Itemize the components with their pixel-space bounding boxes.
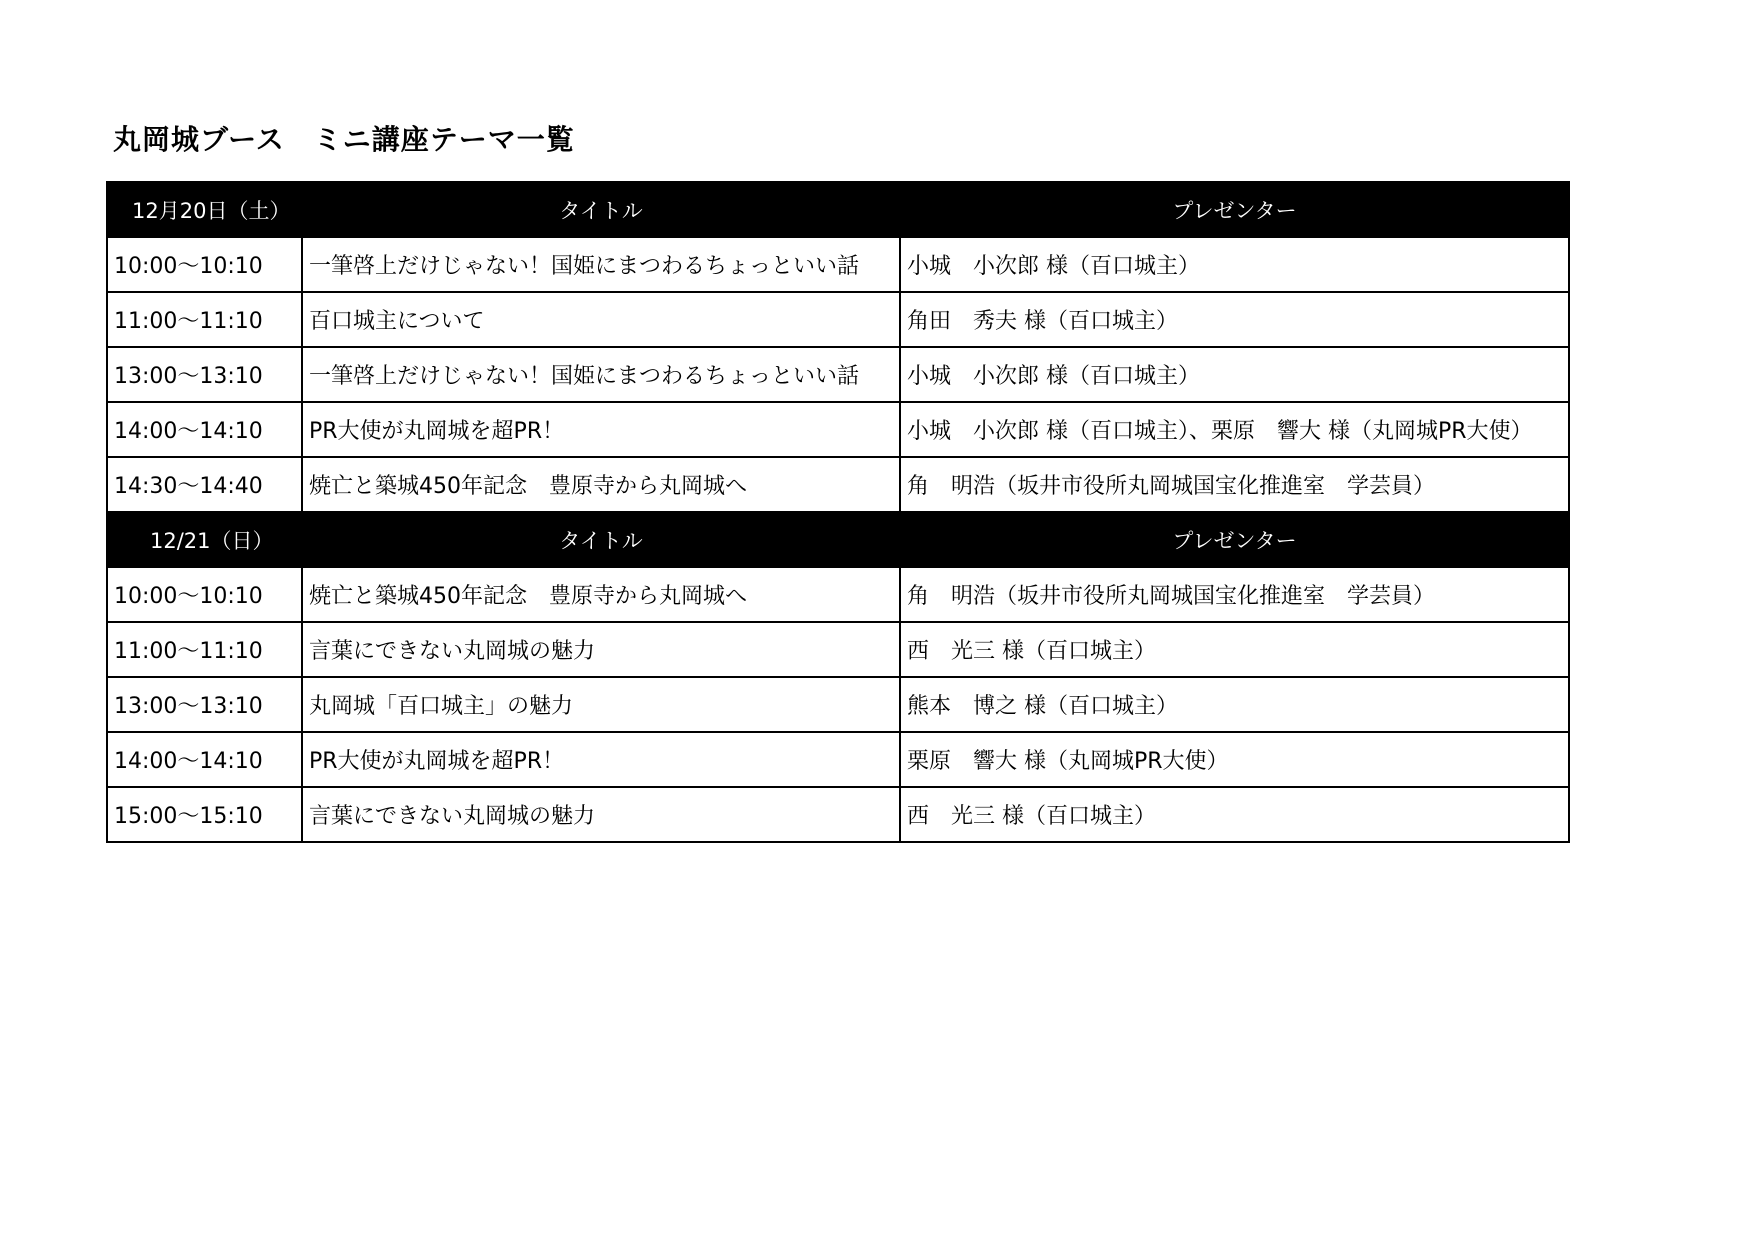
session-time: 10:00〜10:10 [107, 237, 302, 292]
session-presenter: 角田 秀夫 様（百口城主） [900, 292, 1569, 347]
session-row [107, 292, 1569, 347]
session-title: 一筆啓上だけじゃない！国姫にまつわるちょっといい話 [302, 237, 900, 292]
day-header-row [107, 512, 1569, 567]
session-time: 14:00〜14:10 [107, 732, 302, 787]
session-row [107, 237, 1569, 292]
session-time: 13:00〜13:10 [107, 677, 302, 732]
session-presenter: 西 光三 様（百口城主） [900, 622, 1569, 677]
title-column-header: タイトル [302, 182, 900, 237]
day-date-header: 12/21（日） [107, 512, 302, 567]
schedule-table [106, 181, 1570, 843]
session-title: 言葉にできない丸岡城の魅力 [302, 787, 900, 842]
session-presenter: 角 明浩（坂井市役所丸岡城国宝化推進室 学芸員） [900, 457, 1569, 512]
session-presenter: 小城 小次郎 様（百口城主）、栗原 響大 様（丸岡城PR大使） [900, 402, 1569, 457]
session-presenter: 西 光三 様（百口城主） [900, 787, 1569, 842]
session-row [107, 402, 1569, 457]
session-presenter: 栗原 響大 様（丸岡城PR大使） [900, 732, 1569, 787]
session-row [107, 347, 1569, 402]
presenter-column-header: プレゼンター [900, 182, 1569, 237]
session-title: 一筆啓上だけじゃない！国姫にまつわるちょっといい話 [302, 347, 900, 402]
session-title: 焼亡と築城450年記念 豊原寺から丸岡城へ [302, 457, 900, 512]
session-time: 11:00〜11:10 [107, 622, 302, 677]
session-row [107, 732, 1569, 787]
session-title: 言葉にできない丸岡城の魅力 [302, 622, 900, 677]
session-row [107, 622, 1569, 677]
session-presenter: 小城 小次郎 様（百口城主） [900, 237, 1569, 292]
day-header-row [107, 182, 1569, 237]
session-row [107, 567, 1569, 622]
title-column-header: タイトル [302, 512, 900, 567]
session-time: 13:00〜13:10 [107, 347, 302, 402]
session-row [107, 457, 1569, 512]
session-time: 14:00〜14:10 [107, 402, 302, 457]
session-title: 焼亡と築城450年記念 豊原寺から丸岡城へ [302, 567, 900, 622]
day-date-header: 12月20日（土） [107, 182, 302, 237]
session-time: 10:00〜10:10 [107, 567, 302, 622]
session-presenter: 小城 小次郎 様（百口城主） [900, 347, 1569, 402]
session-presenter: 熊本 博之 様（百口城主） [900, 677, 1569, 732]
session-presenter: 角 明浩（坂井市役所丸岡城国宝化推進室 学芸員） [900, 567, 1569, 622]
session-time: 15:00〜15:10 [107, 787, 302, 842]
session-time: 11:00〜11:10 [107, 292, 302, 347]
page-title: 丸岡城ブース ミニ講座テーマ一覧 [113, 123, 575, 156]
presenter-column-header: プレゼンター [900, 512, 1569, 567]
session-title: 丸岡城「百口城主」の魅力 [302, 677, 900, 732]
session-title: PR大使が丸岡城を超PR！ [302, 402, 900, 457]
session-title: PR大使が丸岡城を超PR！ [302, 732, 900, 787]
session-row [107, 677, 1569, 732]
session-time: 14:30〜14:40 [107, 457, 302, 512]
session-row [107, 787, 1569, 842]
session-title: 百口城主について [302, 292, 900, 347]
